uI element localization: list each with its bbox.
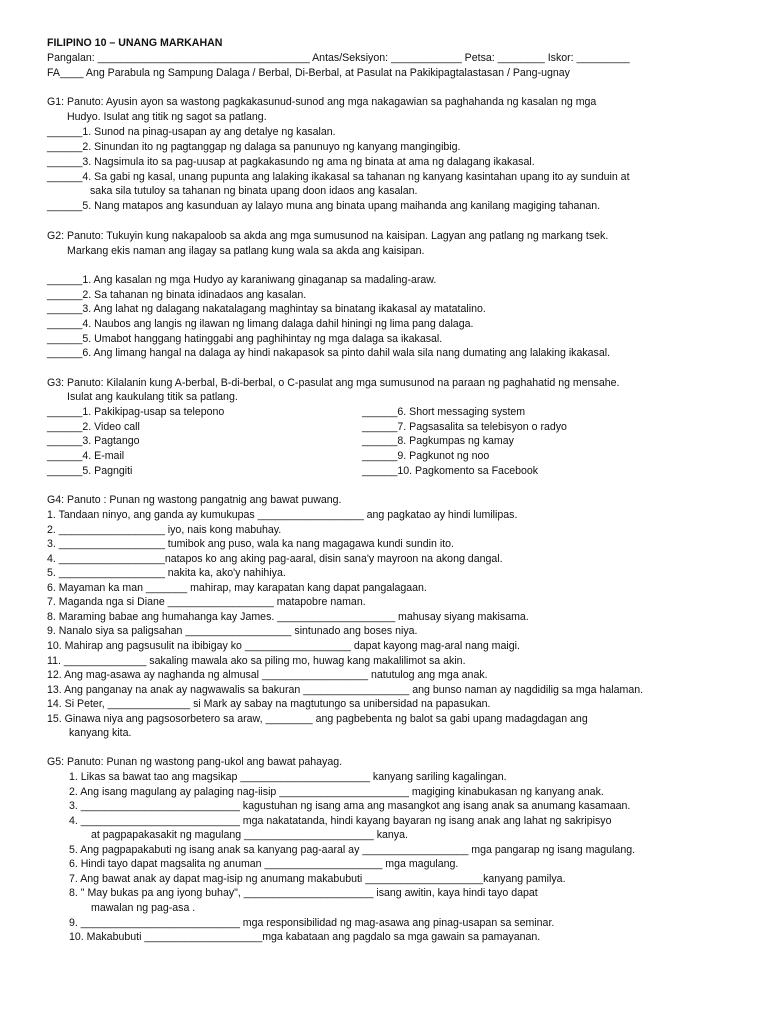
g1-item: ______2. Sinundan ito ng pagtanggap ng dalaga sa panunuyo ng kanyang mangingibig. bbox=[47, 141, 461, 153]
g3-left-item: ______3. Pagtango bbox=[47, 435, 140, 447]
g4-item: 2. __________________ iyo, nais kong mabuhay. bbox=[47, 524, 282, 536]
g1-instruction-cont: Hudyo. Isulat ang titik ng sagot sa patlang. bbox=[67, 111, 267, 123]
g5-item: 4. ___________________________ mga nakatatanda, hindi kayang bayaran ng isang anak ang lahat ng sakripisyo bbox=[69, 815, 612, 827]
g4-item: 14. Si Peter, ______________ si Mark ay sabay na magtutungo sa unibersidad na papasukan. bbox=[47, 698, 491, 710]
g1-item: ______1. Sunod na pinag-usapan ay ang detalye ng kasalan. bbox=[47, 126, 336, 138]
g2-item: ______4. Naubos ang langis ng ilawan ng limang dalaga dahil hiningi ng lima pang dalaga. bbox=[47, 318, 474, 330]
g3-instruction: G3: Panuto: Kilalanin kung A-berbal, B-di-berbal, o C-pasulat ang mga sumusunod na paraan ng paghahatid ng mensahe. bbox=[47, 377, 620, 389]
student-info-line: Pangalan: ____________________________________ Antas/Seksiyon: ____________ Petsa: ________ Iskor: _________ bbox=[47, 52, 630, 64]
g4-item: 15. Ginawa niya ang pagsosorbetero sa araw, ________ ang pagbebenta ng balot sa gabi upang madagdagan ang bbox=[47, 713, 588, 725]
g4-item: 8. Maraming babae ang humahanga kay James. ____________________ mahusay siyang makisama. bbox=[47, 611, 529, 623]
g4-item: 6. Mayaman ka man _______ mahirap, may karapatan kang dapat pangalagaan. bbox=[47, 582, 427, 594]
fa-topic-line: FA____ Ang Parabula ng Sampung Dalaga / Berbal, Di-Berbal, at Pasulat na Pakikipagtalastasan / Pang-ugnay bbox=[47, 67, 570, 79]
g1-item: ______3. Nagsimula ito sa pag-uusap at pagkakasundo ng ama ng binata at ama ng dalagang ikakasal. bbox=[47, 156, 535, 168]
g5-instruction: G5: Panuto: Punan ng wastong pang-ukol ang bawat pahayag. bbox=[47, 756, 343, 768]
g5-item: 5. Ang pagpapakabuti ng isang anak sa kanyang pag-aaral ay __________________ mga pangarap ng isang magulang. bbox=[69, 844, 636, 856]
g4-item: 7. Maganda nga si Diane __________________ matapobre naman. bbox=[47, 596, 366, 608]
g3-left-item: ______2. Video call bbox=[47, 421, 140, 433]
g3-instruction-cont: Isulat ang kaukulang titik sa patlang. bbox=[67, 391, 238, 403]
g5-item: 7. Ang bawat anak ay dapat mag-isip ng anumang makabubuti ____________________kanyang pamilya. bbox=[69, 873, 566, 885]
g4-item-cont: kanyang kita. bbox=[69, 727, 132, 739]
g3-right-item: ______10. Pagkomento sa Facebook bbox=[362, 465, 539, 477]
g2-item: ______2. Sa tahanan ng binata idinadaos ang kasalan. bbox=[47, 289, 307, 301]
g4-item: 9. Nanalo siya sa paligsahan __________________ sintunado ang boses niya. bbox=[47, 625, 418, 637]
g5-item: 1. Likas sa bawat tao ang magsikap ______________________ kanyang sariling kagalingan. bbox=[69, 771, 507, 783]
g5-item: 2. Ang isang magulang ay palaging nag-iisip ______________________ magiging kinabukasan ng kanyang anak. bbox=[69, 786, 604, 798]
g3-right-item: ______7. Pagsasalita sa telebisyon o radyo bbox=[362, 421, 567, 433]
g1-item: ______5. Nang matapos ang kasunduan ay lalayo muna ang binata upang maihanda ang kanilang magiging tahanan. bbox=[47, 200, 601, 212]
g2-item: ______6. Ang limang hangal na dalaga ay hindi nakapasok sa pinto dahil wala sila nang dumating ang lalaking ikakasal. bbox=[47, 347, 611, 359]
g1-item: ______4. Sa gabi ng kasal, unang pupunta ang lalaking ikakasal sa tahanan ng kanyang kasintahan upang ito ay sunduin at bbox=[47, 171, 630, 183]
g2-instruction: G2: Panuto: Tukuyin kung nakapaloob sa akda ang mga sumusunod na kaisipan. Lagyan ang patlang ng markang tsek. bbox=[47, 230, 609, 242]
g4-item: 12. Ang mag-asawa ay naghanda ng almusal __________________ natutulog ang mga anak. bbox=[47, 669, 488, 681]
g1-instruction: G1: Panuto: Ayusin ayon sa wastong pagkakasunud-sunod ang mga nakagawian sa paghahanda ng kasalan ng mga bbox=[47, 96, 597, 108]
g3-right-item: ______8. Pagkumpas ng kamay bbox=[362, 435, 514, 447]
g2-item: ______3. Ang lahat ng dalagang nakatalagang maghintay sa binatang ikakasal ay matatalino. bbox=[47, 303, 486, 315]
g3-left-item: ______4. E-mail bbox=[47, 450, 125, 462]
g4-item: 11. ______________ sakaling mawala ako sa piling mo, huwag kang makalilimot sa akin. bbox=[47, 655, 466, 667]
g4-item: 5. __________________ nakita ka, ako'y nahihiya. bbox=[47, 567, 286, 579]
g2-item: ______5. Umabot hanggang hatinggabi ang paghihintay ng mga dalaga sa ikakasal. bbox=[47, 333, 443, 345]
worksheet-title: FILIPINO 10 – UNANG MARKAHAN bbox=[47, 37, 223, 49]
g3-left-item: ______5. Pagngiti bbox=[47, 465, 133, 477]
g4-item: 13. Ang panganay na anak ay nagwawalis sa bakuran __________________ ang bunso naman ay nagdidilig sa mga halaman. bbox=[47, 684, 644, 696]
g5-item: 3. ___________________________ kagustuhan ng isang ama ang masangkot ang isang anak sa anumang kasamaan. bbox=[69, 800, 631, 812]
g5-item-cont: at pagpapakasakit ng magulang ______________________ kanya. bbox=[91, 829, 408, 841]
g5-item: 9. ___________________________ mga responsibilidad ng mag-asawa ang pinag-usapan sa seminar. bbox=[69, 917, 555, 929]
g3-right-item: ______6. Short messaging system bbox=[362, 406, 526, 418]
g1-item-cont: saka sila tutuloy sa tahanan ng binata upang doon idaos ang kasalan. bbox=[90, 185, 418, 197]
g4-item: 10. Mahirap ang pagsusulit na ibibigay ko __________________ dapat kayong mag-aral nang maigi. bbox=[47, 640, 520, 652]
g4-instruction: G4: Panuto : Punan ng wastong pangatnig ang bawat puwang. bbox=[47, 494, 342, 506]
g5-item: 10. Makabubuti ____________________mga kabataan ang pagdalo sa mga gawain sa pamayanan. bbox=[69, 931, 541, 943]
g2-instruction-cont: Markang ekis naman ang ilagay sa patlang kung wala sa akda ang kaisipan. bbox=[67, 245, 425, 257]
g4-item: 3. __________________ tumibok ang puso, wala ka nang magagawa kundi sundin ito. bbox=[47, 538, 454, 550]
g3-left-item: ______1. Pakikipag-usap sa telepono bbox=[47, 406, 225, 418]
g4-item: 1. Tandaan ninyo, ang ganda ay kumukupas __________________ ang pagkatao ay hindi lumilipas. bbox=[47, 509, 518, 521]
g5-item-cont: mawalan ng pag-asa . bbox=[91, 902, 196, 914]
g3-right-item: ______9. Pagkunot ng noo bbox=[362, 450, 490, 462]
g4-item: 4. __________________natapos ko ang aking pag-aaral, disin sana'y mayroon na akong dangal. bbox=[47, 553, 503, 565]
g2-item: ______1. Ang kasalan ng mga Hudyo ay karaniwang ginaganap sa madaling-araw. bbox=[47, 274, 437, 286]
g5-item: 8. " May bukas pa ang iyong buhay", ______________________ isang awitin, kaya hindi tayo dapat bbox=[69, 887, 538, 899]
g5-item: 6. Hindi tayo dapat magsalita ng anuman ____________________ mga magulang. bbox=[69, 858, 459, 870]
